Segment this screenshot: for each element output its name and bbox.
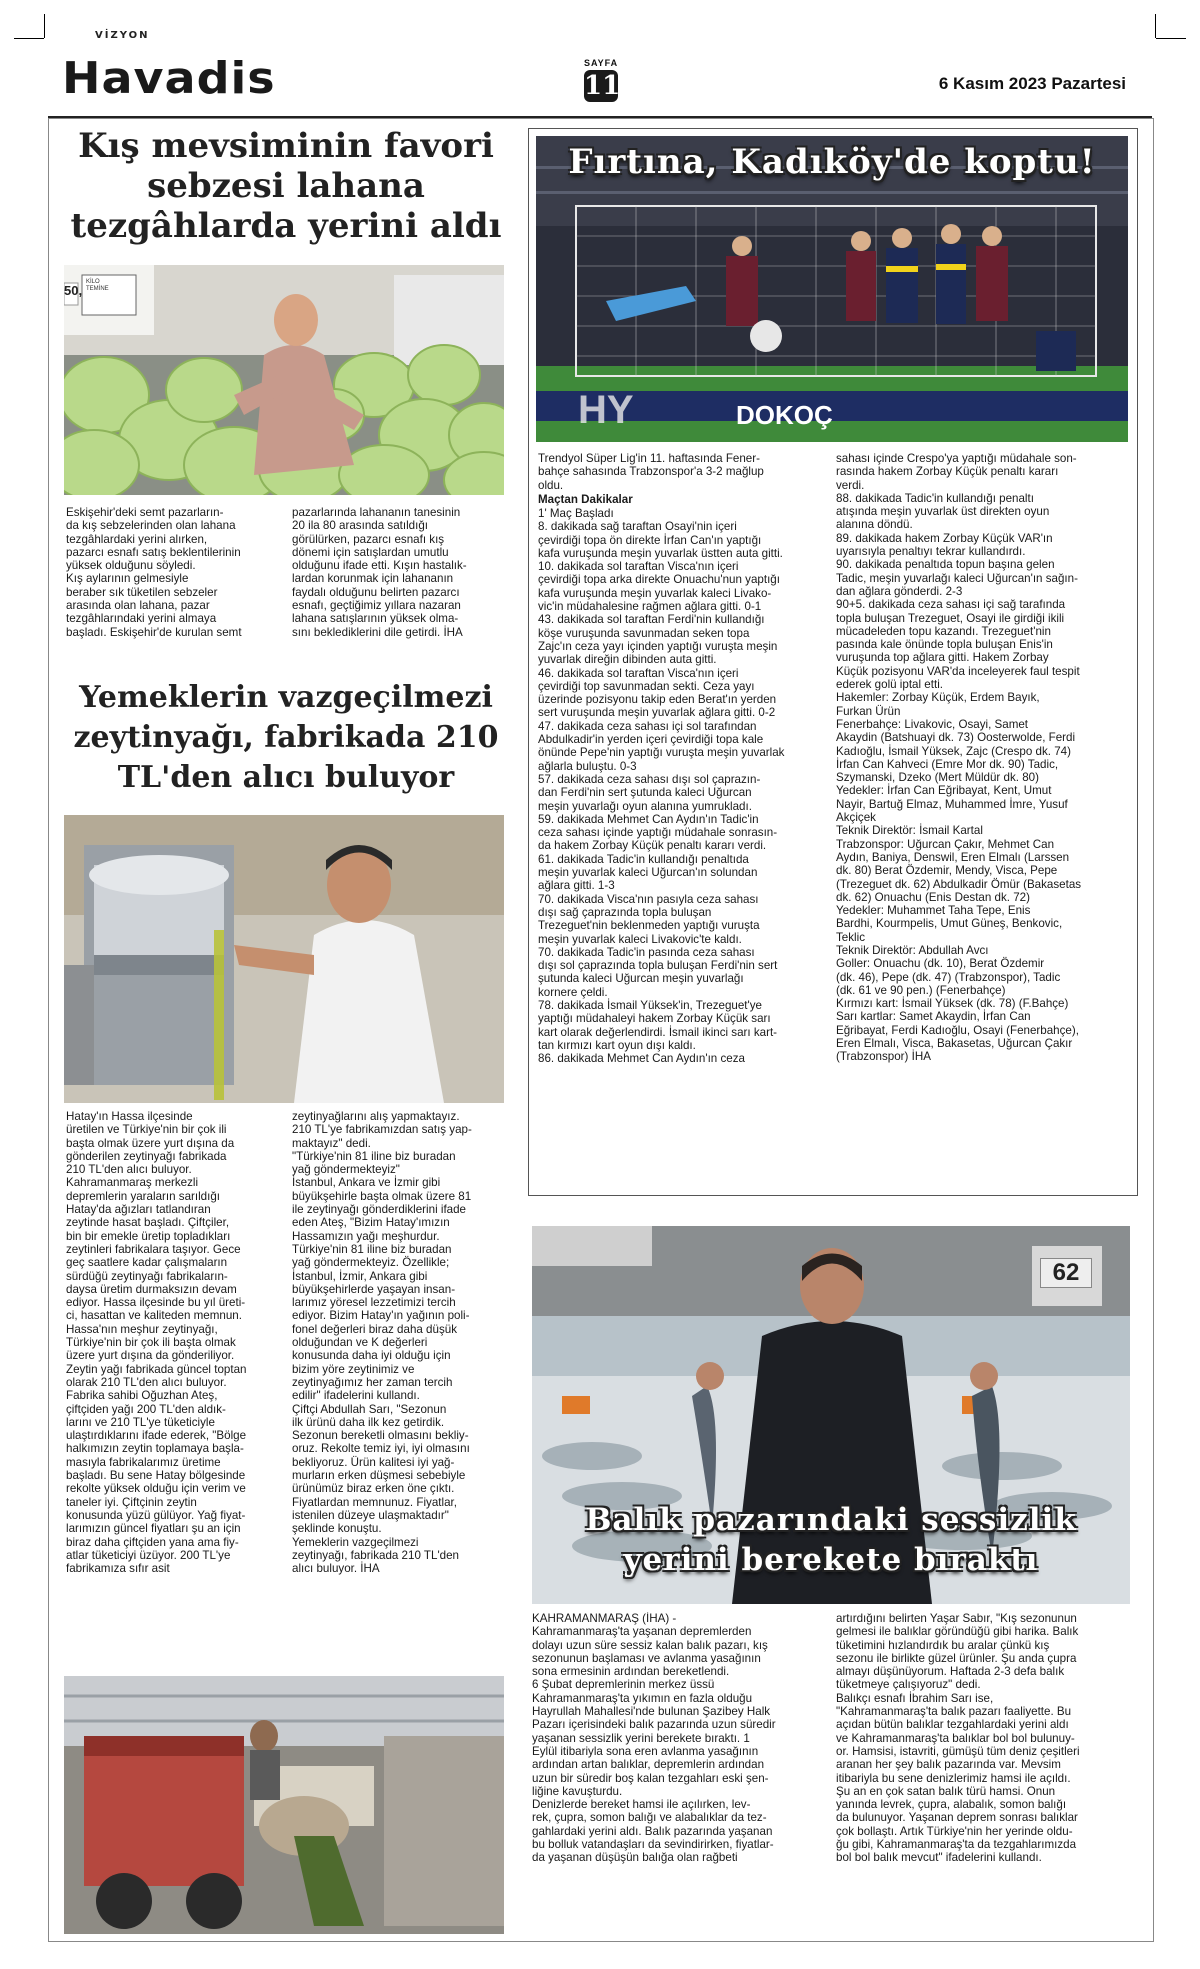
olive-headline: Yemeklerin vazgeçilmezi zeytinyağı, fabrikada 210 TL'den alıcı buluyor: [73, 680, 499, 795]
fish-column-2: artırdığını belirten Yaşar Sabır, "Kış sezonunun gelmesi ile balıklar göründüğü gibi harika. Balık tüketimini hızlandırdık bu aralar çünkü kış sezonu ile birlikte güzel ürünler. Şu anda çupra almayı düşünüyorum. Haftada 2-3 defa balık tüketmeye çalışıyoruz" dedi. Balıkçı esnafı İbrahim Sarı ise, "Kahramanmaraş'ta balık pazarı faaliyette. Bu açıdan bütün balıklar tezgahlardaki yerini aldı ve Kahramanmaraş'ta balıklar bol bol bulunuy- or. Hamsisi, istavriti, gümüşü tüm deniz çeşitleri aranan her şey balık pazarında var. Mevsim itibariyla bu sene denizlerimiz hamsi ile açıldı. Şu an en çok satan balık türü hamsi. Onun yanında levrek, çupra, alabalık, somon balığı da bulunuyor. Yaşanan deprem sonrası balıklar çok bollaştı. Artık Türkiye'nin her yerinde oldu- ğu gibi, Kahramanmaraş'ta da tezgahlarımızda bol bol balık mevcut" ifadelerini kullandı.: [836, 1612, 1080, 1865]
fish-headline-line-2: yerini berekete bıraktı: [623, 1542, 1039, 1578]
fish-column-1: KAHRAMANMARAŞ (İHA) - Kahramanmaraş'ta yaşanan depremlerden dolayı uzun süre sessiz kalan balık pazarı, kış sezonunun başlaması ve avlanma yasağının sona ermesinin ardından bereketlendi. 6 Şubat depremlerinin merkez üssü Kahramanmaraş'ta yıkımın en fazla olduğu Hayrullah Mahallesi'nde bulunan Şazibey Halk Pazarı içerisindeki balık pazarında uzun süredir yaşanan sessizlik yerini berekete bıraktı. 1 Eylül itibariyla sona eren avlanma yasağının ardından artan balıklar, depremlerin ardından uzun bir süredir boş kalan tezgahları eski şen- liğine kavuşturdu. Denizlerde bereket hamsi ile açılırken, lev- rek, çupra, somon balığı ve alabalıklar da tez- gahlardaki yerini aldı. Balık pazarında yaşanan bu bolluk vatandaşları da sevindirirken, fiyatlar- da yaşanan düşüşün balığa olan rağbeti: [532, 1612, 776, 1865]
olive-column-1: Hatay'ın Hassa ilçesinde üretilen ve Türkiye'nin bir çok ili başta olmak üzere yurt dışına da gönderilen zeytinyağı fabrikada 210 TL'den alıcı buluyor. Kahramanmaraş merkezli depremlerin yaraların sarıldığı Hatay'da ağızları tatlandıran zeytinde hasat başladı. Çiftçiler, bin bir emekle üretip topladıkları zeytinleri fabrikalara taşıyor. Gece geç saatlere kadar çalışmaların sürdüğü zeytinyağı fabrikaların- daysa üretim durmaksızın devam ediyor. Hassa ilçesinde bu yıl üreti- ci, hasattan ve kaliteden memnun. Hassa'nın meşhur zeytinyağı, Türkiye'nin bir çok ili başta olmak üzere yurt dışına da gönderiliyor. Zeytin yağı fabrikada güncel toptan olarak 210 TL'den alıcı buluyor. Fabrika sahibi Oğuzhan Ateş, çiftçiden yağı 200 TL'den aldık- larını ve 210 TL'ye tüketiciyle ulaştırdıklarını ifade ederek, "Bölge halkımızın zeytin toplamaya başla- masıyla fabrikalarımız üretime başladı. Bu sene Hatay bölgesinde rekolte yüksek olduğu için verim ve taneler iyi. Çiftçinin zeytin konusunda yüzü gülüyor. Yağ fiyat- larımızın güncel fiyatları şu an için biraz daha çiftçiden yana ama fiy- atlar tüketiciyi üzüyor. 200 TL'ye fabrikamıza sıfır asit: [66, 1110, 247, 1576]
crop-mark-icon: [44, 14, 45, 38]
olive-factory-photo: [64, 815, 504, 1103]
cabbage-photo: [64, 265, 504, 495]
football-ad-board-right: DOKOÇ: [736, 400, 833, 430]
page-label: SAYFA: [584, 58, 619, 68]
football-column-1: 1' Maç Başladı 8. dakikada sağ taraftan Osayi'nin içeri çevirdiği topa ön direkte İrfan Can'ın yaptığı kafa vuruşunda meşin yuvarlak üstten auta gitti. 10. dakikada sol taraftan Visca'nın içeri çevirdiği topa arka direkte Onuachu'nun yaptığı kafa vuruşunda meşin yuvarlak kaleci Livako- vic'in müdahalesine rağmen ağlara gitti. 0-1 43. dakikada sol taraftan Ferdi'nin kullandığı köşe vuruşunda savunmadan seken topa Zajc'ın ceza yayı içinden yaptığı vuruşta meşin yuvarlak direğin dibinden auta gitti. 46. dakikada sol taraftan Visca'nın içeri çevirdiği top savunmadan sekti. Ceza yayı üzerinde pozisyonu takip eden Berat'ın yerden sert vuruşunda meşin yuvarlak ağlara gitti. 0-2 47. dakikada ceza sahası içi sol tarafından Abdulkadir'in yerden içeri çevirdiği topa kale önünde Pepe'nin yaptığı vuruşta meşin yuvarlak ağlarla buluştu. 0-3 57. dakikada ceza sahası dışı sol çaprazın- dan Ferdi'nin sert şutunda kaleci Uğurcan meşin yuvarlağı oyun alanına yumrukladı. 59. dakikada Mehmet Can Aydın'ın Tadic'in ceza sahası içinde yaptığı müdahale sonrasın- da hakem Zorbay Küçük penaltı kararı verdi. 61. dakikada Tadic'in kullandığı penaltıda meşin yuvarlak kaleci Uğurcan'ın solundan ağlara gitti. 1-3 70. dakikada Visca'nın pasıyla ceza sahası dışı sağ çaprazında topla buluşan Trezeguet'nin beklenmeden yaptığı vuruşta meşin yuvarlak kaleci Livakovic'te kaldı. 70. dakikada Tadic'in pasında ceza sahası dışı sol çaprazında topla buluşan Ferdi'nin sert şutunda kaleci Uğurcan meşin yuvarlağı kornere çeldi. 78. dakikada İsmail Yüksek'in, Trezeguet'ye yaptığı müdahaleyi hakem Zorbay Küçük sarı kart olarak değerlendirdi. İsmail ikinci sarı kart- tan kırmızı kart oyun dışı kaldı. 86. dakikada Mehmet Can Aydın'ın ceza: [538, 507, 785, 1066]
football-column-2: sahası içinde Crespo'ya yaptığı müdahale son- rasında hakem Zorbay Küçük penaltı kararı verdi. 88. dakikada Tadic'in kullandığı penaltı atışında meşin yuvarlak üst direkten oyun alanına döndü. 89. dakikada hakem Zorbay Küçük VAR'ın uyarısıyla penaltıyı tekrar kullandırdı. 90. dakikada penaltıda topun başına gelen Tadic, meşin yuvarlağı kaleci Uğurcan'ın sağın- dan ağlara gönderdi. 2-3 90+5. dakikada ceza sahası içi sağ tarafında topla buluşan Trezeguet, Osayi ile girdiği ikili mücadeleden topu kazandı. Trezeguet'nin pasında kale önünde topla buluşan Enis'in vuruşunda top ağlara gitti. Hakem Zorbay Küçük pozisyonu VAR'da inceleyerek faul tespit ederek golü iptal etti. Hakemler: Zorbay Küçük, Erdem Bayık, Furkan Ürün Fenerbahçe: Livakovic, Osayi, Samet Akaydin (Batshuayi dk. 73) Oosterwolde, Ferdi Kadıoğlu, İsmail Yüksek, Zajc (Crespo dk. 74) İrfan Can Kahveci (Emre Mor dk. 90) Tadic, Szymanski, Dzeko (Mert Müldür dk. 80) Yedekler: İrfan Can Eğribayat, Kent, Umut Nayir, Bartuğ Elmaz, Muhammed İmre, Yusuf Akçiçek Teknik Direktör: İsmail Kartal Trabzonspor: Uğurcan Çakır, Mehmet Can Aydın, Baniya, Denswil, Eren Elmalı (Larssen dk. 80) Berat Özdemir, Mendy, Visca, Pepe (Trezeguet dk. 62) Abdulkadir Ömür (Bakasetas dk. 62) Onuachu (Enis Destan dk. 72) Yedekler: Muhammet Taha Tepe, Enis Bardhi, Kourmpelis, Umut Güneş, Benkovic, Teklic Teknik Direktör: Abdullah Avcı Goller: Onuachu (dk. 10), Berat Özdemir (dk. 46), Pepe (dk. 47) (Trabzonspor), Tadic (dk. 61 ve 90 pen.) (Fenerbahçe) Kırmızı kart: İsmail Yüksek (dk. 78) (F.Bahçe) Sarı kartlar: Samet Akaydin, İrfan Can Eğribayat, Ferdi Kadıoğlu, Osayi (Fenerbahçe), Eren Elmalı, Visca, Bakasetas, Uğurcan Çakır (Trabzonspor) İHA: [836, 452, 1082, 1064]
football-intro: Trendyol Süper Lig'in 11. haftasında Fener- bahçe sahasında Trabzonspor'a 3-2 mağlup oldu.: [538, 452, 764, 492]
cabbage-column-2: pazarlarında lahananın tanesinin 20 ila 80 arasında satıldığı görülürken, pazarcı esnafı kış dönemi için satışlardan umutlu olduğunu ifade etti. Kışın hastalık- lardan korunmak için lahananın faydalı olduğunu belirten pazarcı esnafı, geçtiğimiz yıllara nazaran lahana satışlarının yüksek olma- sını beklediklerini dile getirdi. İHA: [292, 506, 467, 639]
football-match-photo: [536, 136, 1128, 442]
olive-harvest-photo: [64, 1676, 504, 1934]
crop-mark-icon: [1156, 38, 1186, 39]
newspaper-logo: Havadis: [62, 52, 276, 104]
olive-column-2: zeytinyağlarını alış yapmaktayız. 210 TL'ye fabrikamızdan satış yap- maktayız" dedi. "Türkiye'nin 81 iline biz buradan yağ göndermekteyiz" İstanbul, Ankara ve İzmir gibi büyükşehirle başta olmak üzere 81 ile zeytinyağı gönderdiklerini ifade eden Ateş, "Bizim Hatay'ımızın Hassamızın yağı meşhurdur. Türkiye'nin 81 iline biz buradan yağ göndermekteyiz. Özellikle; İstanbul, İzmir, Ankara gibi büyükşehirlerde yaşayan insan- larımız yöresel lezzetimizi tercih ediyor. Bizim Hatay'ın yağının poli- fonel değerleri biraz daha düşük olduğundan ve K değerleri konusunda daha iyi olduğu için bizim yöre zeytinimiz ve zeytinyağımız her zaman tercih edilir" ifadelerini kullandı. Çiftçi Abdullah Sarı, "Sezonun ilk ürünü daha ilk kez getirdik. Sezonun bereketli olmasını bekliy- oruz. Rekolte temiz iyi, iyi olmasını bekliyoruz. Ürün kalitesi iyi yağ- murların erken düşmesi sebebiyle ürünümüz biraz erken öne çıktı. Fiyatlardan memnunuz. Fiyatlar, istenilen düzeye ulaşmaktadır" şeklinde konuştu. Yemeklerin vazgeçilmezi zeytinyağı, fabrikada 210 TL'den alıcı buluyor. İHA: [292, 1110, 472, 1576]
fish-headline-line-1: Balık pazarındaki sessizlik: [585, 1502, 1077, 1538]
fish-market-photo: [532, 1226, 1130, 1604]
football-subhead: Maçtan Dakikalar: [538, 493, 633, 506]
logo-subtitle: VİZYON: [95, 30, 150, 41]
crop-mark-icon: [14, 38, 44, 39]
crop-mark-icon: [1155, 14, 1156, 38]
football-headline: Fırtına, Kadıköy'de koptu!: [568, 142, 1096, 182]
page-number: 11: [584, 71, 621, 101]
stall-number-sign: 62: [1040, 1258, 1092, 1288]
football-ad-board-left: HY: [578, 388, 634, 432]
cabbage-sign-text: KİLO TEMİNE: [86, 279, 109, 292]
issue-date: 6 Kasım 2023 Pazartesi: [938, 74, 1126, 93]
cabbage-headline: Kış mevsiminin favori sebzesi lahana tezgâhlarda yerini aldı: [70, 126, 502, 247]
cabbage-price-sign: 50,: [64, 283, 83, 298]
cabbage-column-1: Eskişehir'deki semt pazarların- da kış sebzelerinden olan lahana tezgâhlardaki yerini alırken, pazarcı esnafı satış beklentilerinin yüksek olduğunu söyledi. Kış aylarının gelmesiyle beraber sık tüketilen sebzeler arasında olan lahana, pazar tezgâhlarındaki yerini almaya başladı. Eskişehir'de kurulan semt: [66, 506, 242, 639]
